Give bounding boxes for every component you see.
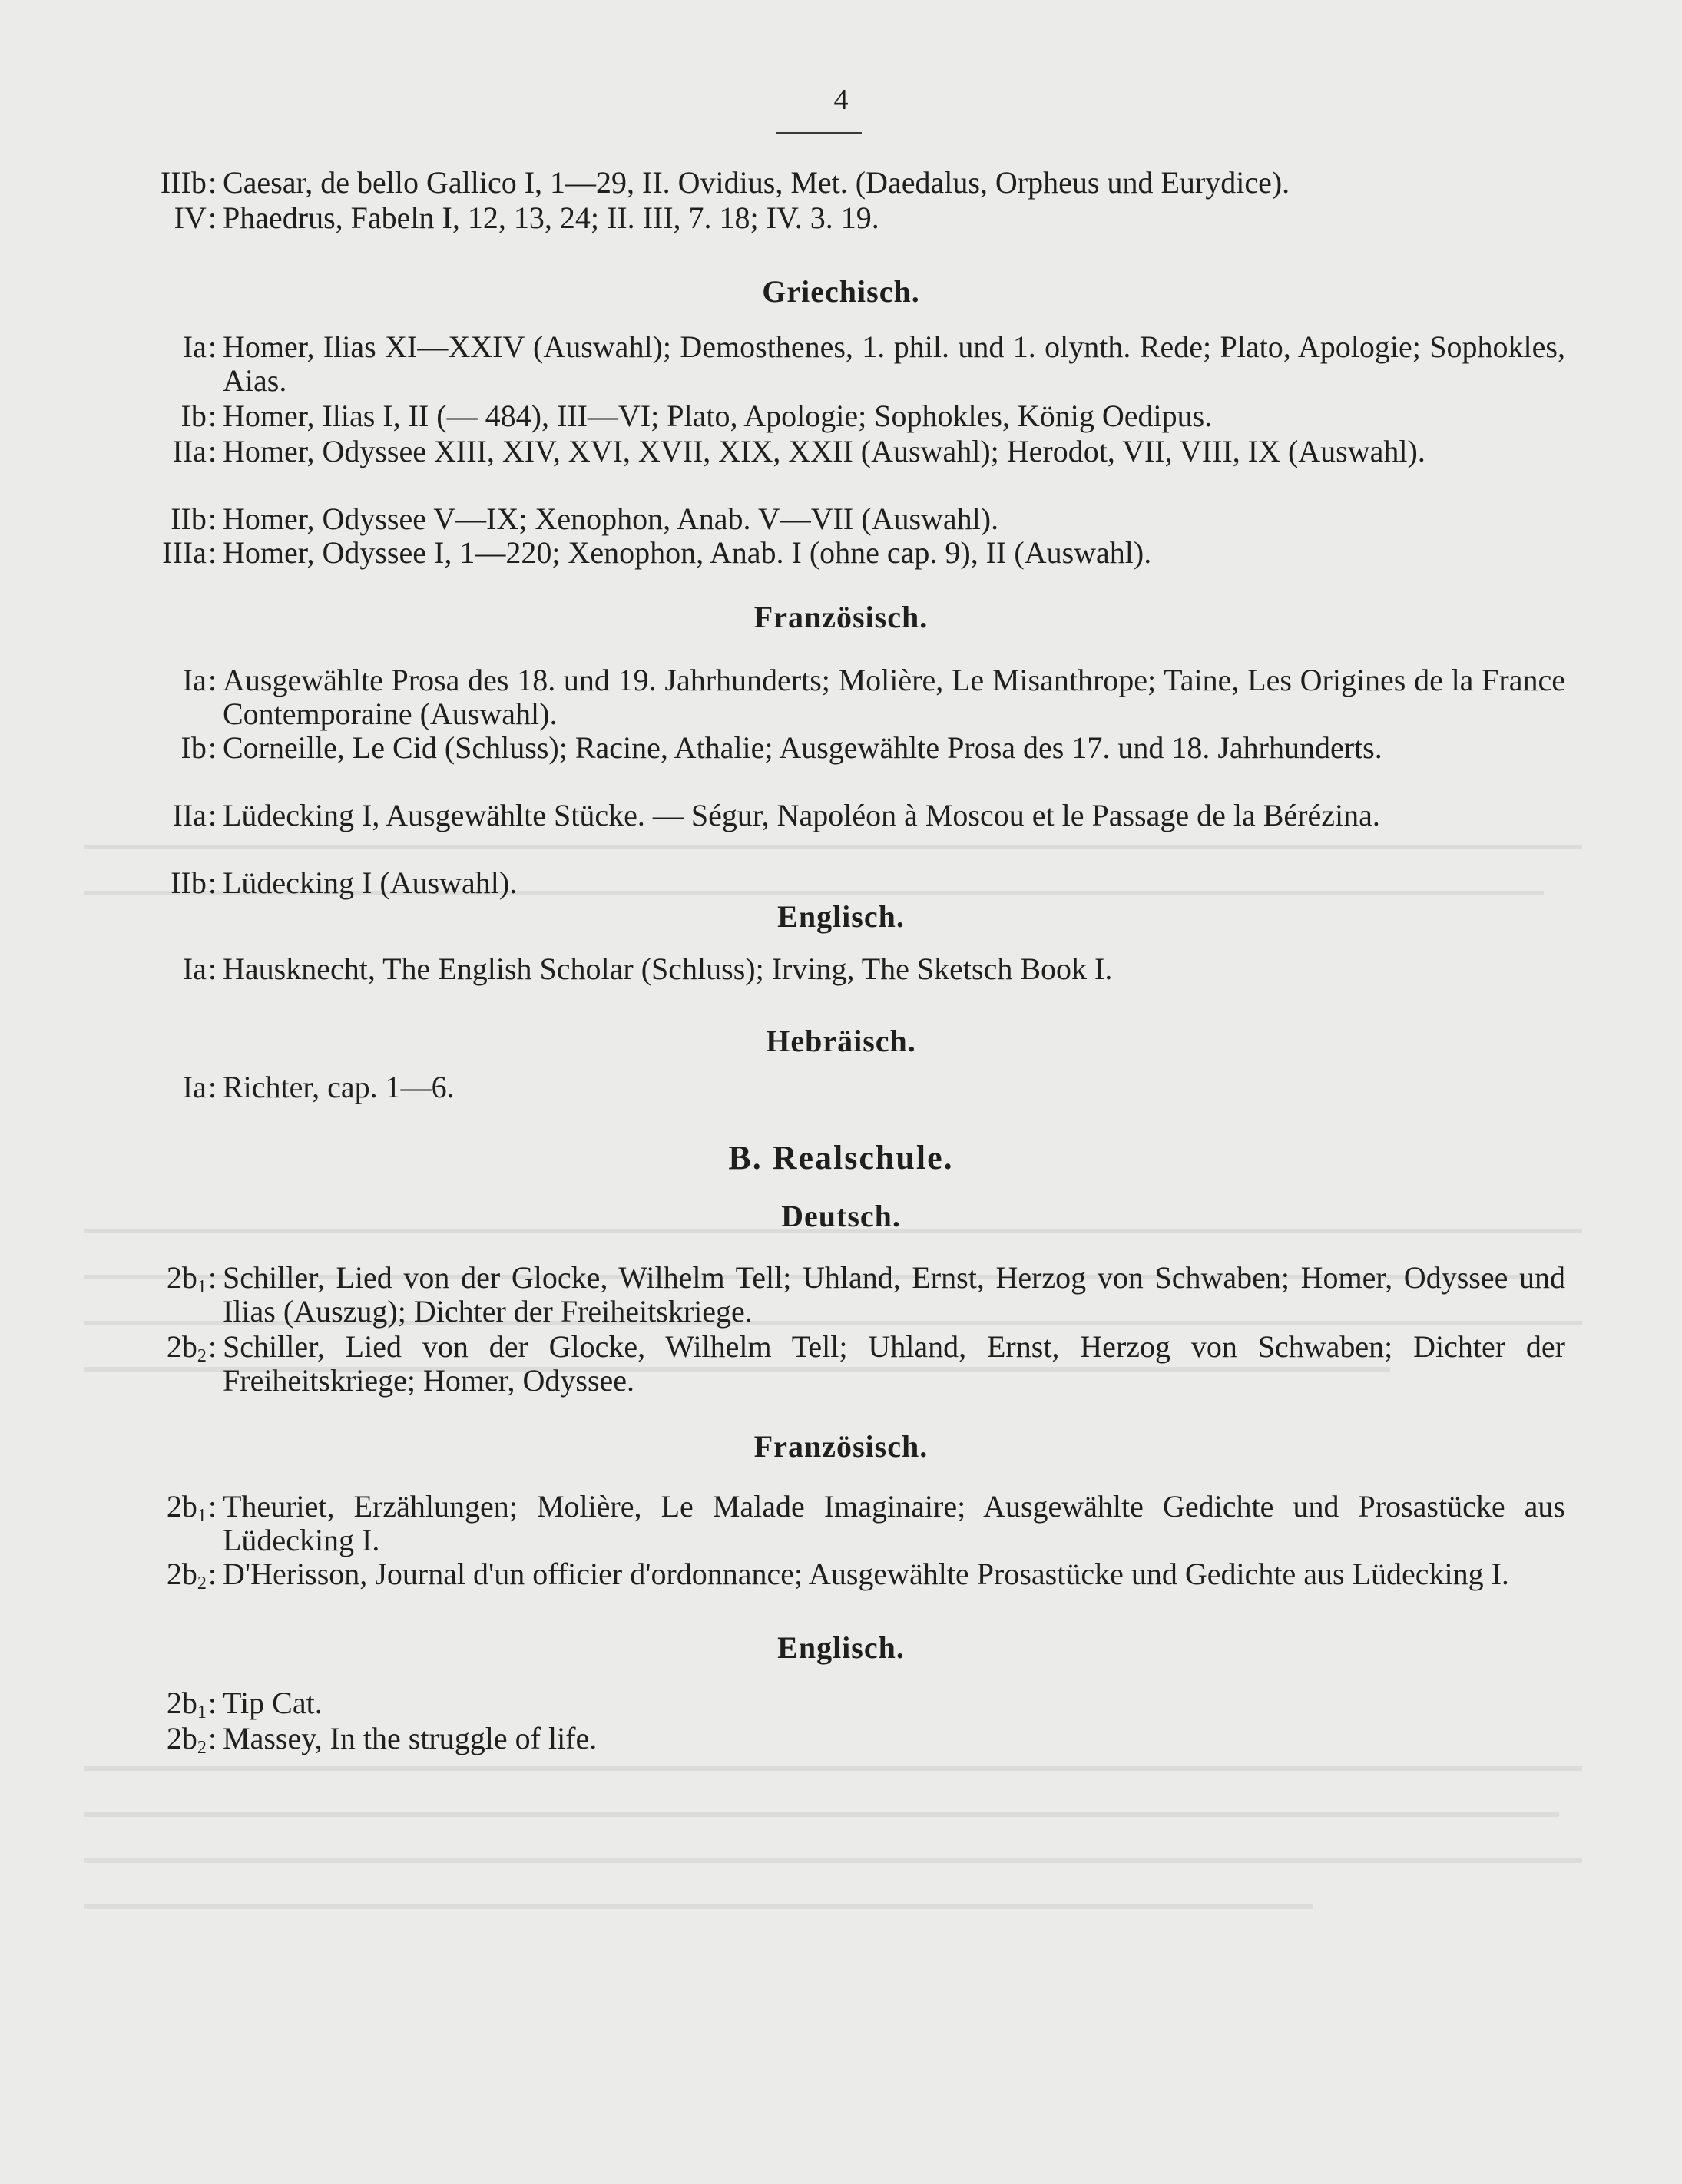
entry-label-sub: 1 <box>197 1506 207 1526</box>
entry-text: D'Herisson, Journal d'un officier d'ordonnance; Ausgewählte Prosastücke und Gedichte aus Lüdecking I. <box>223 1557 1509 1591</box>
section-heading-deutsch: Deutsch. <box>781 1199 901 1233</box>
entry-text: Homer, Ilias I, II (— 484), III—VI; Plato, Apologie; Sophokles, König Oedipus. <box>223 399 1213 433</box>
entry-text: Hausknecht, The English Scholar (Schluss); Irving, The Sketsch Book I. <box>223 951 1113 986</box>
entry-label: 2b <box>166 1557 197 1591</box>
entry-text: Homer, Odyssee I, 1—220; Xenophon, Anab. I (ohne cap. 9), II (Auswahl). <box>223 535 1152 570</box>
entry-label: IIIa <box>162 535 207 570</box>
section-heading-hebraeisch: Hebräisch. <box>766 1024 916 1058</box>
entry-text: Corneille, Le Cid (Schluss); Racine, Athalie; Ausgewählte Prosa des 17. und 18. Jahrhunderts. <box>223 730 1382 765</box>
entry-text: Schiller, Lied von der Glocke, Wilhelm Tell; Uhland, Ernst, Herzog von Schwaben; Homer, Odyssee und Ilias (Auszug); Dichter der Freiheitskriege. <box>223 1260 1565 1329</box>
entry-label: 2b <box>166 1329 197 1364</box>
entry-text: Theuriet, Erzählungen; Molière, Le Malade Imaginaire; Ausgewählte Gedichte und Prosastücke aus Lüdecking I. <box>223 1489 1565 1557</box>
entry-text: Massey, In the struggle of life. <box>223 1721 598 1755</box>
entry-label: 2b <box>166 1489 197 1524</box>
entry-label: Ia <box>182 329 207 364</box>
section-heading-griechisch: Griechisch. <box>762 274 920 309</box>
section-heading-franzoesisch: Französisch. <box>753 600 929 634</box>
entry-label: 2b <box>166 1260 197 1295</box>
entry-text: Richter, cap. 1—6. <box>223 1070 455 1104</box>
entry-text: Ausgewählte Prosa des 18. und 19. Jahrhunderts; Molière, Le Misanthrope; Taine, Les Origines de la France Contemporaine (Auswahl). <box>223 663 1565 731</box>
entry-text: Schiller, Lied von der Glocke, Wilhelm Tell; Uhland, Ernst, Herzog von Schwaben; Dichter der Freiheitskriege; Homer, Odyssee. <box>223 1329 1565 1398</box>
entry-text: Lüdecking I (Auswahl). <box>223 865 518 900</box>
entry-label-sub: 1 <box>197 1703 207 1722</box>
page-number: 4 <box>833 84 849 116</box>
entry-text: Caesar, de bello Gallico I, 1—29, II. Ovidius, Met. (Daedalus, Orpheus und Eurydice). <box>223 165 1290 200</box>
entry-label: IIIb <box>160 165 207 200</box>
entry-text: Homer, Odyssee V—IX; Xenophon, Anab. V—VII (Auswahl). <box>223 501 999 536</box>
entry-label-sub: 1 <box>197 1277 207 1297</box>
entry-label-sub: 2 <box>197 1346 207 1366</box>
entry-label: IIb <box>171 865 207 900</box>
entry-text: Lüdecking I, Ausgewählte Stücke. — Ségur, Napoléon à Moscou et le Passage de la Bérézina. <box>223 798 1380 832</box>
section-heading-realschule: B. Realschule. <box>728 1139 954 1176</box>
entry-label: Ib <box>180 730 207 765</box>
entry-label-sub: 2 <box>197 1573 207 1593</box>
entry-label: 2b <box>166 1721 197 1755</box>
page-number-rule <box>776 132 862 134</box>
entry-text: Phaedrus, Fabeln I, 12, 13, 24; II. III, 7. 18; IV. 3. 19. <box>223 200 879 235</box>
entry-label-sub: 2 <box>197 1738 207 1758</box>
entry-label: Ia <box>182 951 207 986</box>
entry-label: IV <box>174 200 207 235</box>
entry-text: Homer, Odyssee XIII, XIV, XVI, XVII, XIX, XXII (Auswahl); Herodot, VII, VIII, IX (Auswahl). <box>223 434 1425 468</box>
document-page: 4 IIIb: Caesar, de bello Gallico I, 1—29, II. Ovidius, Met. (Daedalus, Orpheus und Eurydice). IV: Phaedrus, Fabeln I, 12, 13, 24; II. III, 7. 18; IV. 3. 19. Griechisch. Ia: Homer, Ilias XI—XXIV (Auswahl); Demosthenes, 1. phil. und 1. olynth. Rede; Plato, Apologie; Sophokles, Aias. Ib: Homer, Ilias I, II (— 484), III—VI; Plato, Apologie; Sophokles, König Oedipus. IIa: Homer, Odyssee XIII, XIV, XVI, XVII, XIX, XXII (Auswahl); Herodot, VII, VIII, IX (Auswahl). IIb: Homer, Odyssee V—IX; Xenophon, Anab. V—VII (Auswahl). IIIa: Homer, Odyssee I, 1—220; Xenophon, Anab. I (ohne cap. 9), II (Auswahl). Französisch. Ia: Ausgewählte Prosa des 18. und 19. Jahrhunderts; Molière, Le Misanthrope; Taine, Les Origines de la France Contemporaine (Auswahl). Ib: Corneille, Le Cid (Schluss); Racine, Athalie; Ausgewählte Prosa des 17. und 18. Jahrhunderts. IIa: Lüdecking I, Ausgewählte Stücke. — Ségur, Napoléon à Moscou et le Passage de la Bérézina. IIb: Lüdecking I (Auswahl). Englisch. Ia: Hausknecht, The English Scholar (Schluss); Irving, The Sketsch Book I. Hebräisch. Ia: Richter, cap. 1—6. B. Realschule. Deutsch. $2b_1$: Schiller, Lied von der Glocke, Wilhelm Tell; Uhland, Ernst, Herzog von Schwaben; Homer, Odyssee und Ilias (Auszug); Dichter der Freiheitskriege. $2b_2$: Schiller, Lied von der Glocke, Wilhelm Tell; Uhland, Ernst, Herzog von Schwaben; Dichter der Freiheitskriege; Homer, Odyssee. Französisch. $2b_1$: Theuriet, Erzählungen; Molière, Le Malade Imaginaire; Ausgewählte Gedichte und Prosastücke aus Lüdecking I. $2b_2$: D'Herisson, Journal d'un officier d'ordonnance; Ausgewählte Prosastücke und Gedichte aus Lüdecking I. Englisch. $2b_1$: Tip Cat. $2b_2$: Massey, In the struggle of life. <box>0 0 1682 2184</box>
entry-label: IIb <box>171 501 207 536</box>
section-heading-englisch-real: Englisch. <box>777 1630 905 1665</box>
entry-label: Ib <box>180 399 207 433</box>
entry-text: Homer, Ilias XI—XXIV (Auswahl); Demosthenes, 1. phil. und 1. olynth. Rede; Plato, Apologie; Sophokles, Aias. <box>223 329 1565 398</box>
section-heading-franzoesisch-real: Französisch. <box>753 1429 929 1464</box>
entry-label: 2b <box>166 1686 197 1720</box>
entry-text: Tip Cat. <box>223 1686 323 1720</box>
entry-label: IIa <box>172 434 207 468</box>
entry-label: Ia <box>182 663 207 697</box>
section-heading-englisch: Englisch. <box>777 899 905 934</box>
entry-label: Ia <box>182 1070 207 1104</box>
entry-label: IIa <box>172 798 207 832</box>
